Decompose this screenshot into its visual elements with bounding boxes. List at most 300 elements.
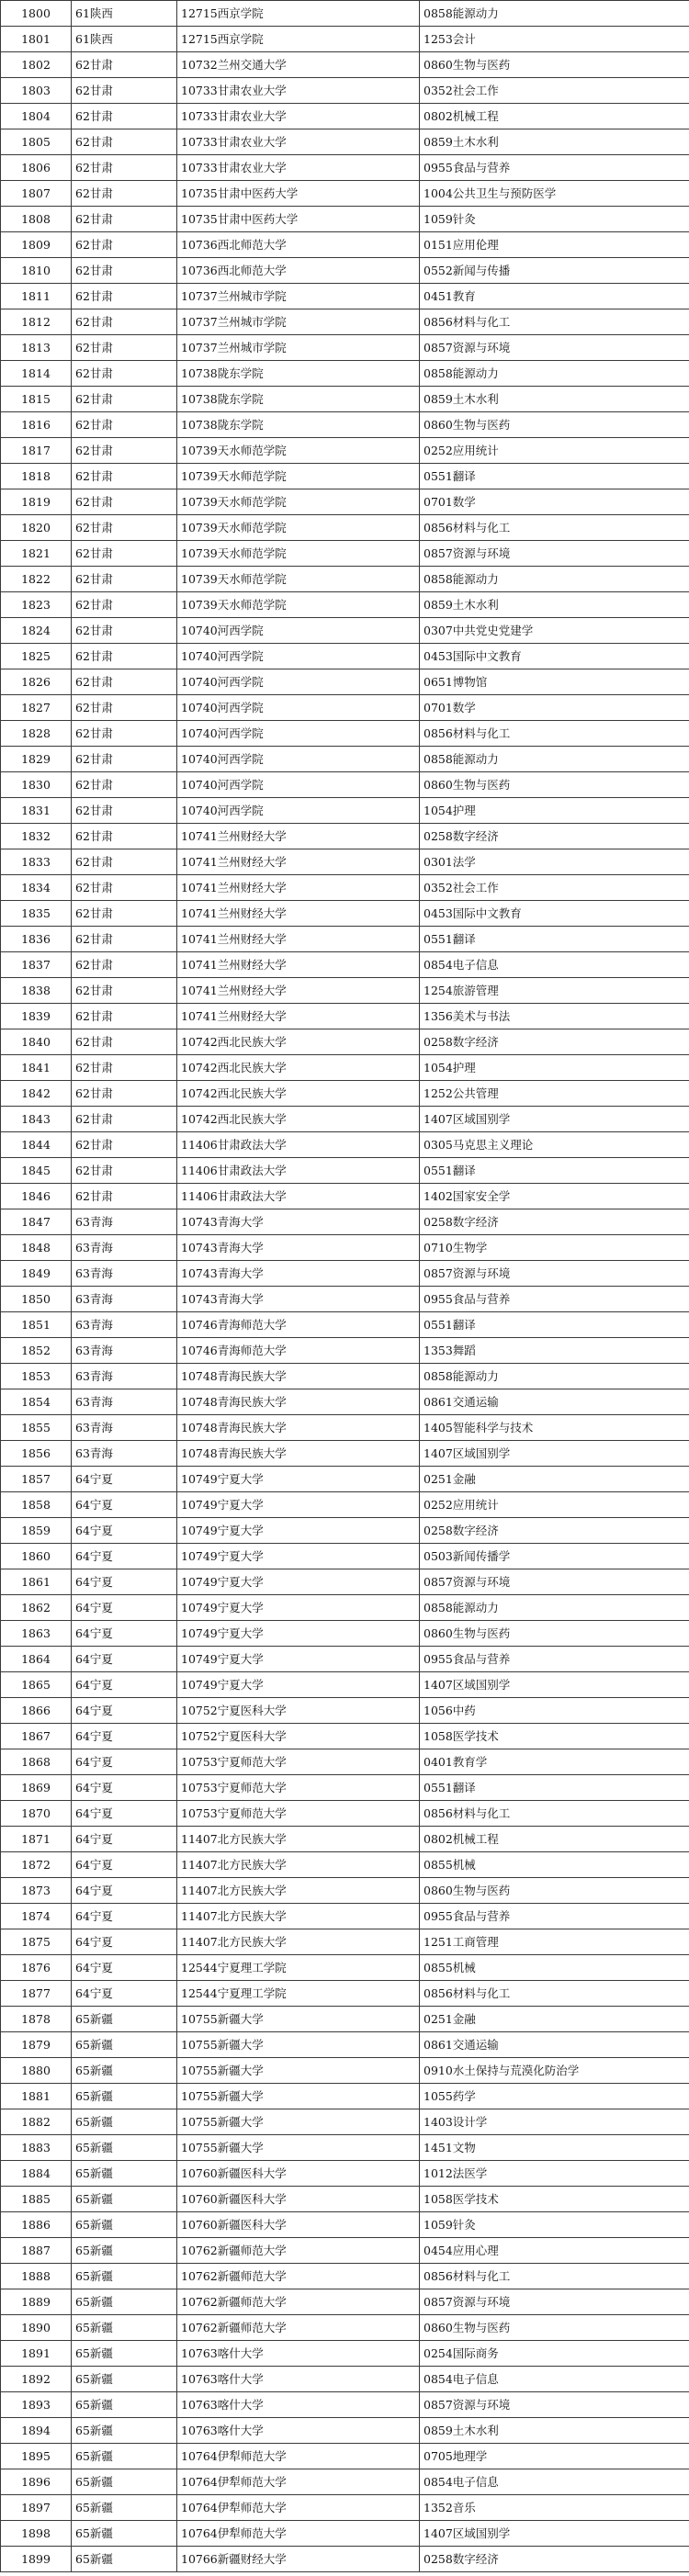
major-cell: 0307中共党史党建学 [420, 618, 689, 644]
row-number: 1880 [1, 2058, 72, 2084]
table-row [1, 2521, 689, 2547]
major-cell: 1012法医学 [420, 2161, 689, 2187]
province-cell: 65新疆 [72, 2444, 177, 2469]
row-number: 1843 [1, 1107, 72, 1132]
row-number: 1881 [1, 2084, 72, 2109]
table-row [1, 695, 689, 721]
table-row [1, 1929, 689, 1955]
province-cell: 62甘肃 [72, 155, 177, 181]
university-cell: 10762新疆师范大学 [177, 2238, 420, 2264]
row-number: 1863 [1, 1621, 72, 1647]
row-number: 1894 [1, 2418, 72, 2444]
university-cell: 10737兰州城市学院 [177, 335, 420, 361]
province-cell: 62甘肃 [72, 52, 177, 78]
major-cell: 0856材料与化工 [420, 515, 689, 541]
university-cell: 10748青海民族大学 [177, 1364, 420, 1389]
row-number: 1882 [1, 2109, 72, 2135]
university-cell: 10738陇东学院 [177, 387, 420, 412]
row-number: 1817 [1, 438, 72, 464]
table-row [1, 1287, 689, 1312]
major-cell: 0552新闻与传播 [420, 258, 689, 284]
province-cell: 64宁夏 [72, 1698, 177, 1724]
university-cell: 11407北方民族大学 [177, 1904, 420, 1929]
major-cell: 0860生物与医药 [420, 2315, 689, 2341]
major-cell: 0802机械工程 [420, 1827, 689, 1852]
table-row [1, 1184, 689, 1209]
row-number: 1801 [1, 27, 72, 52]
table-row [1, 1621, 689, 1647]
university-cell: 10733甘肃农业大学 [177, 78, 420, 104]
table-row [1, 669, 689, 695]
major-cell: 0453国际中文教育 [420, 644, 689, 669]
university-cell: 10755新疆大学 [177, 2058, 420, 2084]
table-row [1, 1569, 689, 1595]
university-cell: 10749宁夏大学 [177, 1544, 420, 1569]
table-row [1, 2058, 689, 2084]
row-number: 1891 [1, 2341, 72, 2367]
major-cell: 0855机械 [420, 1852, 689, 1878]
row-number: 1830 [1, 772, 72, 798]
university-cell: 10740河西学院 [177, 669, 420, 695]
row-number: 1865 [1, 1672, 72, 1698]
major-cell: 0551翻译 [420, 1775, 689, 1801]
major-cell: 0910水土保持与荒漠化防治学 [420, 2058, 689, 2084]
table-row [1, 2084, 689, 2109]
row-number: 1809 [1, 232, 72, 258]
row-number: 1803 [1, 78, 72, 104]
table-row [1, 875, 689, 901]
row-number: 1836 [1, 927, 72, 952]
row-number: 1832 [1, 824, 72, 849]
major-cell: 0856材料与化工 [420, 721, 689, 747]
row-number: 1870 [1, 1801, 72, 1827]
row-number: 1828 [1, 721, 72, 747]
row-number: 1847 [1, 1209, 72, 1235]
province-cell: 62甘肃 [72, 258, 177, 284]
university-cell: 10742西北民族大学 [177, 1055, 420, 1081]
row-number: 1823 [1, 592, 72, 618]
row-number: 1841 [1, 1055, 72, 1081]
row-number: 1886 [1, 2212, 72, 2238]
major-cell: 0860生物与医药 [420, 52, 689, 78]
major-cell: 1055药学 [420, 2084, 689, 2109]
table-row [1, 1441, 689, 1467]
major-cell: 0857资源与环境 [420, 541, 689, 567]
major-cell: 0352社会工作 [420, 78, 689, 104]
university-cell: 10760新疆医科大学 [177, 2161, 420, 2187]
row-number: 1889 [1, 2289, 72, 2315]
province-cell: 64宁夏 [72, 1569, 177, 1595]
major-cell: 0258数字经济 [420, 1209, 689, 1235]
major-cell: 0857资源与环境 [420, 2289, 689, 2315]
province-cell: 62甘肃 [72, 1055, 177, 1081]
major-cell: 0454应用心理 [420, 2238, 689, 2264]
university-cell: 10740河西学院 [177, 747, 420, 772]
major-cell: 1056中药 [420, 1698, 689, 1724]
row-number: 1831 [1, 798, 72, 824]
major-cell: 0251金融 [420, 2007, 689, 2032]
row-number: 1868 [1, 1749, 72, 1775]
university-cell: 10741兰州财经大学 [177, 927, 420, 952]
province-cell: 65新疆 [72, 2495, 177, 2521]
table-row [1, 387, 689, 412]
row-number: 1842 [1, 1081, 72, 1107]
row-number: 1807 [1, 181, 72, 207]
table-row [1, 1338, 689, 1364]
university-cell: 10739天水师范学院 [177, 515, 420, 541]
major-cell: 0861交通运输 [420, 1389, 689, 1415]
row-number: 1802 [1, 52, 72, 78]
row-number: 1897 [1, 2495, 72, 2521]
table-row [1, 207, 689, 232]
table-row [1, 1029, 689, 1055]
table-row [1, 1492, 689, 1518]
province-cell: 62甘肃 [72, 489, 177, 515]
university-cell: 10766新疆财经大学 [177, 2547, 420, 2572]
university-cell: 10739天水师范学院 [177, 438, 420, 464]
province-cell: 64宁夏 [72, 1749, 177, 1775]
major-cell: 0258数字经济 [420, 2547, 689, 2572]
province-cell: 62甘肃 [72, 669, 177, 695]
major-cell: 1353舞蹈 [420, 1338, 689, 1364]
major-cell: 0252应用统计 [420, 1492, 689, 1518]
province-cell: 62甘肃 [72, 129, 177, 155]
major-cell: 0858能源动力 [420, 747, 689, 772]
province-cell: 62甘肃 [72, 464, 177, 489]
province-cell: 62甘肃 [72, 541, 177, 567]
row-number: 1849 [1, 1261, 72, 1287]
table-row [1, 2341, 689, 2367]
major-cell: 0856材料与化工 [420, 309, 689, 335]
row-number: 1812 [1, 309, 72, 335]
province-cell: 62甘肃 [72, 772, 177, 798]
university-cell: 10748青海民族大学 [177, 1389, 420, 1415]
major-cell: 1252公共管理 [420, 1081, 689, 1107]
university-cell: 10749宁夏大学 [177, 1518, 420, 1544]
row-number: 1864 [1, 1647, 72, 1672]
table-row [1, 567, 689, 592]
table-row [1, 1312, 689, 1338]
province-cell: 64宁夏 [72, 1647, 177, 1672]
major-cell: 1059针灸 [420, 2212, 689, 2238]
table-row [1, 1, 689, 27]
university-cell: 10742西北民族大学 [177, 1107, 420, 1132]
province-cell: 64宁夏 [72, 1518, 177, 1544]
major-cell: 0856材料与化工 [420, 1981, 689, 2007]
row-number: 1874 [1, 1904, 72, 1929]
row-number: 1879 [1, 2032, 72, 2058]
major-cell: 1451文物 [420, 2135, 689, 2161]
table-row [1, 1055, 689, 1081]
row-number: 1833 [1, 849, 72, 875]
university-cell: 10741兰州财经大学 [177, 1004, 420, 1029]
row-number: 1805 [1, 129, 72, 155]
table-row [1, 1595, 689, 1621]
table-row [1, 1647, 689, 1672]
province-cell: 61陕西 [72, 1, 177, 27]
university-cell: 10748青海民族大学 [177, 1415, 420, 1441]
university-cell: 10762新疆师范大学 [177, 2315, 420, 2341]
row-number: 1895 [1, 2444, 72, 2469]
table-row [1, 129, 689, 155]
row-number: 1888 [1, 2264, 72, 2289]
table-row [1, 361, 689, 387]
major-cell: 0858能源动力 [420, 567, 689, 592]
table-row [1, 952, 689, 978]
province-cell: 64宁夏 [72, 1467, 177, 1492]
major-cell: 0352社会工作 [420, 875, 689, 901]
province-cell: 62甘肃 [72, 567, 177, 592]
province-cell: 63青海 [72, 1415, 177, 1441]
university-cell: 10755新疆大学 [177, 2109, 420, 2135]
province-cell: 65新疆 [72, 2187, 177, 2212]
major-cell: 0858能源动力 [420, 361, 689, 387]
major-cell: 0857资源与环境 [420, 335, 689, 361]
province-cell: 62甘肃 [72, 1184, 177, 1209]
major-cell: 0854电子信息 [420, 2469, 689, 2495]
province-cell: 64宁夏 [72, 1981, 177, 2007]
university-cell: 10764伊犁师范大学 [177, 2521, 420, 2547]
university-cell: 11407北方民族大学 [177, 1827, 420, 1852]
university-cell: 12544宁夏理工学院 [177, 1955, 420, 1981]
table-row [1, 2187, 689, 2212]
major-cell: 1407区域国别学 [420, 2521, 689, 2547]
table-row [1, 592, 689, 618]
table-row [1, 2418, 689, 2444]
row-number: 1820 [1, 515, 72, 541]
province-cell: 62甘肃 [72, 952, 177, 978]
province-cell: 62甘肃 [72, 284, 177, 309]
province-cell: 62甘肃 [72, 309, 177, 335]
major-cell: 0857资源与环境 [420, 2392, 689, 2418]
table-row [1, 1415, 689, 1441]
major-cell: 0701数学 [420, 489, 689, 515]
university-cell: 10749宁夏大学 [177, 1621, 420, 1647]
university-cell: 10764伊犁师范大学 [177, 2469, 420, 2495]
province-cell: 62甘肃 [72, 1004, 177, 1029]
province-cell: 65新疆 [72, 2547, 177, 2572]
province-cell: 65新疆 [72, 2058, 177, 2084]
province-cell: 65新疆 [72, 2212, 177, 2238]
major-cell: 0551翻译 [420, 1158, 689, 1184]
university-cell: 10741兰州财经大学 [177, 849, 420, 875]
province-cell: 63青海 [72, 1235, 177, 1261]
university-cell: 10733甘肃农业大学 [177, 129, 420, 155]
major-cell: 0301法学 [420, 849, 689, 875]
table-row [1, 1801, 689, 1827]
province-cell: 63青海 [72, 1338, 177, 1364]
university-cell: 10760新疆医科大学 [177, 2212, 420, 2238]
row-number: 1818 [1, 464, 72, 489]
row-number: 1851 [1, 1312, 72, 1338]
row-number: 1800 [1, 1, 72, 27]
province-cell: 62甘肃 [72, 361, 177, 387]
row-number: 1835 [1, 901, 72, 927]
row-number: 1840 [1, 1029, 72, 1055]
major-cell: 0551翻译 [420, 927, 689, 952]
province-cell: 62甘肃 [72, 695, 177, 721]
table-row [1, 232, 689, 258]
table-row [1, 927, 689, 952]
row-number: 1815 [1, 387, 72, 412]
row-number: 1861 [1, 1569, 72, 1595]
university-cell: 10749宁夏大学 [177, 1492, 420, 1518]
table-row [1, 155, 689, 181]
row-number: 1857 [1, 1467, 72, 1492]
major-cell: 1058医学技术 [420, 2187, 689, 2212]
row-number: 1860 [1, 1544, 72, 1569]
province-cell: 65新疆 [72, 2264, 177, 2289]
province-cell: 63青海 [72, 1364, 177, 1389]
major-cell: 0551翻译 [420, 1312, 689, 1338]
university-cell: 12715西京学院 [177, 27, 420, 52]
table-row [1, 489, 689, 515]
table-row [1, 2367, 689, 2392]
row-number: 1846 [1, 1184, 72, 1209]
university-cell: 10738陇东学院 [177, 412, 420, 438]
row-number: 1824 [1, 618, 72, 644]
province-cell: 62甘肃 [72, 927, 177, 952]
province-cell: 62甘肃 [72, 824, 177, 849]
university-cell: 10764伊犁师范大学 [177, 2444, 420, 2469]
major-cell: 1402国家安全学 [420, 1184, 689, 1209]
province-cell: 65新疆 [72, 2007, 177, 2032]
province-cell: 65新疆 [72, 2109, 177, 2135]
table-row [1, 438, 689, 464]
row-number: 1844 [1, 1132, 72, 1158]
province-cell: 64宁夏 [72, 1544, 177, 1569]
major-cell: 0254国际商务 [420, 2341, 689, 2367]
university-cell: 10739天水师范学院 [177, 464, 420, 489]
row-number: 1806 [1, 155, 72, 181]
row-number: 1883 [1, 2135, 72, 2161]
province-cell: 62甘肃 [72, 1132, 177, 1158]
row-number: 1838 [1, 978, 72, 1004]
table-row [1, 104, 689, 129]
university-cell: 10740河西学院 [177, 695, 420, 721]
university-cell: 10763喀什大学 [177, 2367, 420, 2392]
row-number: 1834 [1, 875, 72, 901]
major-cell: 0305马克思主义理论 [420, 1132, 689, 1158]
university-cell: 11406甘肃政法大学 [177, 1184, 420, 1209]
university-cell: 10746青海师范大学 [177, 1312, 420, 1338]
major-cell: 0854电子信息 [420, 2367, 689, 2392]
row-number: 1877 [1, 1981, 72, 2007]
table-row [1, 181, 689, 207]
province-cell: 62甘肃 [72, 978, 177, 1004]
row-number: 1887 [1, 2238, 72, 2264]
university-cell: 10749宁夏大学 [177, 1647, 420, 1672]
province-cell: 64宁夏 [72, 1595, 177, 1621]
major-cell: 0859土木水利 [420, 592, 689, 618]
major-cell: 1403设计学 [420, 2109, 689, 2135]
major-cell: 0856材料与化工 [420, 1801, 689, 1827]
row-number: 1892 [1, 2367, 72, 2392]
table-row [1, 1518, 689, 1544]
table-row [1, 541, 689, 567]
major-cell: 1054护理 [420, 798, 689, 824]
major-cell: 0854电子信息 [420, 952, 689, 978]
university-cell: 10755新疆大学 [177, 2084, 420, 2109]
major-cell: 0802机械工程 [420, 104, 689, 129]
table-row [1, 772, 689, 798]
province-cell: 65新疆 [72, 2367, 177, 2392]
province-cell: 64宁夏 [72, 1827, 177, 1852]
university-cell: 10742西北民族大学 [177, 1029, 420, 1055]
university-cell: 10755新疆大学 [177, 2135, 420, 2161]
major-cell: 0858能源动力 [420, 1595, 689, 1621]
row-number: 1848 [1, 1235, 72, 1261]
table-row [1, 1389, 689, 1415]
major-cell: 0858能源动力 [420, 1364, 689, 1389]
university-cell: 10755新疆大学 [177, 2032, 420, 2058]
major-cell: 0857资源与环境 [420, 1261, 689, 1287]
university-cell: 11407北方民族大学 [177, 1878, 420, 1904]
university-cell: 10764伊犁师范大学 [177, 2495, 420, 2521]
major-cell: 0551翻译 [420, 464, 689, 489]
university-cell: 10762新疆师范大学 [177, 2264, 420, 2289]
province-cell: 65新疆 [72, 2521, 177, 2547]
table-row [1, 1852, 689, 1878]
major-cell: 1405智能科学与技术 [420, 1415, 689, 1441]
province-cell: 62甘肃 [72, 104, 177, 129]
province-cell: 64宁夏 [72, 1801, 177, 1827]
row-number: 1814 [1, 361, 72, 387]
row-number: 1813 [1, 335, 72, 361]
table-row [1, 2109, 689, 2135]
university-cell: 10739天水师范学院 [177, 592, 420, 618]
province-cell: 62甘肃 [72, 618, 177, 644]
university-cell: 10732兰州交通大学 [177, 52, 420, 78]
university-cell: 10753宁夏师范大学 [177, 1775, 420, 1801]
university-cell: 10740河西学院 [177, 644, 420, 669]
major-cell: 0859土木水利 [420, 387, 689, 412]
row-number: 1884 [1, 2161, 72, 2187]
province-cell: 64宁夏 [72, 1492, 177, 1518]
table-row [1, 1878, 689, 1904]
university-cell: 10748青海民族大学 [177, 1441, 420, 1467]
major-cell: 0861交通运输 [420, 2032, 689, 2058]
table-row [1, 1107, 689, 1132]
province-cell: 62甘肃 [72, 1107, 177, 1132]
row-number: 1819 [1, 489, 72, 515]
table-row [1, 1081, 689, 1107]
row-number: 1850 [1, 1287, 72, 1312]
university-cell: 10736西北师范大学 [177, 258, 420, 284]
province-cell: 64宁夏 [72, 1878, 177, 1904]
major-cell: 1407区域国别学 [420, 1672, 689, 1698]
table-row [1, 644, 689, 669]
table-row [1, 2161, 689, 2187]
province-cell: 62甘肃 [72, 592, 177, 618]
row-number: 1822 [1, 567, 72, 592]
province-cell: 65新疆 [72, 2084, 177, 2109]
row-number: 1896 [1, 2469, 72, 2495]
province-cell: 65新疆 [72, 2315, 177, 2341]
university-cell: 10735甘肃中医药大学 [177, 181, 420, 207]
row-number: 1827 [1, 695, 72, 721]
university-cell: 10737兰州城市学院 [177, 284, 420, 309]
table-row [1, 1672, 689, 1698]
province-cell: 65新疆 [72, 2418, 177, 2444]
province-cell: 64宁夏 [72, 1852, 177, 1878]
university-cell: 10733甘肃农业大学 [177, 104, 420, 129]
major-cell: 1251工商管理 [420, 1929, 689, 1955]
university-cell: 10743青海大学 [177, 1261, 420, 1287]
table-row [1, 1132, 689, 1158]
table-row [1, 1261, 689, 1287]
province-cell: 64宁夏 [72, 1775, 177, 1801]
